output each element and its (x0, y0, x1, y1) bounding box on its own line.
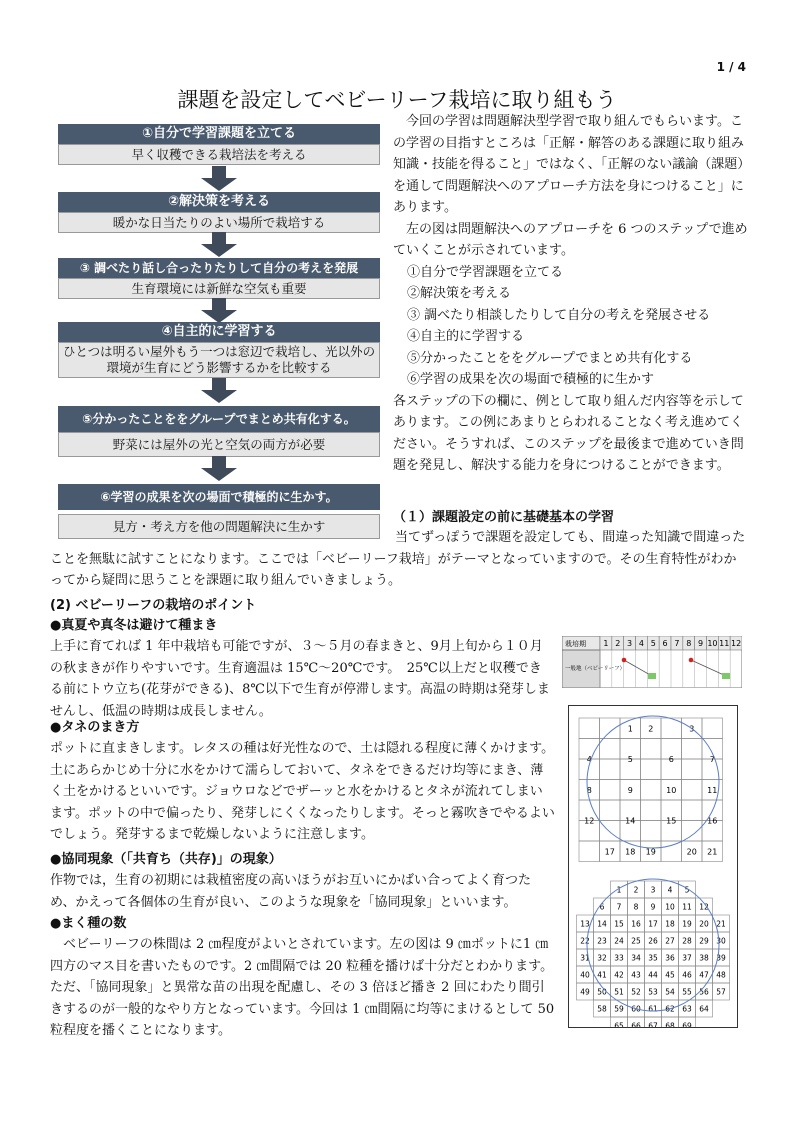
grid-cell (600, 759, 621, 780)
month-label: 4 (638, 639, 644, 648)
autumn-sow-mark (689, 658, 694, 663)
body-paragraph: ポットに直まきします。レタスの種は好光性なので、土は隠れる程度に薄くかけます。土にあらかじめ十分に水をかけて濡らしておいて、タネをできるだけ均等にまき、薄く土をかけるといいです。ジョウロなどでザーッと水をかけるとタネが流れてしまいます。ポットの中で偏ったり、発芽しにくくなったりします。そっと霧吹きでやるよいでしょう。発芽するまで乾燥しないように注意します。 (50, 741, 555, 842)
grid-cell-number: 34 (631, 953, 641, 963)
flow-step-heading: ⑥学習の成果を次の場面で積極的に生かす。 (58, 484, 380, 510)
month-label: 10 (707, 639, 718, 648)
month-label: 3 (627, 639, 633, 648)
grid-cell-number: 37 (682, 953, 692, 963)
month-label: 2 (615, 639, 621, 648)
grid-cell-number: 9 (627, 785, 633, 795)
grid-cell (702, 718, 723, 739)
grid-cell-number: 3 (650, 885, 656, 895)
flow-step-example: ひとつは明るい屋外もう一つは窓辺で栽培し、光以外の環境が生育にどう影響するかを比較する (58, 342, 380, 378)
grid-cell-number: 17 (648, 919, 658, 929)
grid-cell-number: 41 (597, 970, 607, 980)
grid-cell-number: 65 (614, 1021, 624, 1027)
grid-cell-number: 33 (614, 953, 624, 963)
pot-grid-figure (568, 705, 738, 1028)
grid-cell-number: 7 (709, 755, 715, 764)
grid-cell-number: 48 (716, 970, 726, 980)
schedule-row-label: 一般地（ベビーリーフ） (565, 666, 626, 672)
grid-cell-number: 36 (665, 953, 675, 963)
grid-cell-number: 11 (707, 785, 718, 795)
grid-cell-number: 46 (682, 970, 692, 980)
grid-cell-number: 1 (616, 885, 622, 895)
grid-cell-number: 10 (666, 785, 677, 795)
grid-cell-number: 50 (597, 987, 607, 997)
grid-cell-number: 15 (614, 919, 624, 929)
grid-cell-number: 49 (580, 987, 590, 997)
grid-cell-number: 29 (699, 936, 709, 946)
down-arrow-icon (201, 298, 237, 323)
grid-cell-number: 39 (716, 953, 726, 963)
flow-step-5 (58, 406, 380, 457)
grid-cell-number: 6 (599, 902, 605, 912)
month-label: 1 (603, 639, 609, 648)
grid-cell (682, 800, 703, 821)
subsection-heading: ●まく種の数 (50, 916, 127, 931)
grid-cell-number: 43 (631, 970, 641, 980)
grid-cell-number: 20 (686, 847, 697, 857)
grid-cell-number: 6 (668, 755, 674, 764)
grid-cell-number: 21 (707, 847, 718, 857)
grid-cell (579, 841, 600, 862)
grid-cell-number: 20 (699, 919, 709, 929)
grid-cell-number: 27 (665, 936, 675, 946)
down-arrow-icon (201, 378, 237, 403)
grid-cell-number: 31 (580, 953, 590, 963)
grid-cell-number: 1 (627, 724, 633, 734)
grid-cell-number: 63 (682, 1004, 692, 1014)
spring-harvest-mark (648, 673, 656, 679)
flow-step-heading: ①自分で学習課題を立てる (58, 124, 380, 144)
grid-cell-number: 40 (580, 970, 590, 980)
grid-cell-number: 4 (667, 885, 673, 895)
grid-cell-number: 9 (650, 902, 656, 912)
subsection-heading: ●協同現象（「共育ち（共存)」の現象） (50, 852, 282, 867)
flow-step-heading: ②解決策を考える (58, 192, 380, 212)
month-label: 11 (719, 639, 730, 648)
flow-step-2 (58, 192, 380, 233)
grid-cell (641, 739, 662, 760)
grid-cell-number: 44 (648, 970, 658, 980)
flow-step-heading: ④自主的に学習する (58, 322, 380, 342)
grid-cell-number: 61 (648, 1004, 658, 1014)
section-heading: (2) ベビーリーフの栽培のポイント (50, 598, 257, 613)
grid-cell-number: 28 (682, 936, 692, 946)
subsection-heading: ●真夏や真冬は避けて種まき (50, 618, 218, 633)
grid-cell-number: 3 (689, 724, 695, 734)
grid-cell (682, 821, 703, 842)
grid-cell-number: 13 (580, 919, 590, 929)
spring-sow-mark (622, 658, 627, 663)
month-label: 7 (674, 639, 680, 648)
intro-paragraph: 今回の学習は問題解決型学習で取り組んでもらいます。この学習の目指すところは「正解・解答のある課題に取り組み知識・技能を得ること」ではなく、「正解のない議論（課題）を通して問題解決へのアプローチ方法を身につけること」にあります。 (393, 114, 745, 215)
grid-cell-number: 15 (666, 816, 677, 826)
grid-cell-number: 19 (645, 847, 656, 857)
grid-cell (682, 759, 703, 780)
month-label: 6 (662, 639, 668, 648)
grid-cell-number: 11 (682, 902, 692, 912)
flow-step-3 (58, 258, 380, 299)
pot-grid-svg (569, 706, 737, 1027)
grid-top (579, 718, 723, 862)
flow-step-example: 生育環境には新鮮な空気も重要 (58, 278, 380, 299)
grid-cell-number: 2 (633, 885, 639, 895)
list-item: ⑤分かったことををグループでまとめ共有化する (407, 350, 693, 366)
grid-cell-number: 42 (614, 970, 624, 980)
flow-step-1 (58, 124, 380, 165)
grid-cell-number: 58 (597, 1004, 607, 1014)
grid-cell-number: 62 (665, 1004, 675, 1014)
flow-step-example: 早く収穫できる栽培法を考える (58, 144, 380, 165)
grid-cell (600, 718, 621, 739)
grid-cell-number: 18 (665, 919, 675, 929)
grid-cell (682, 739, 703, 760)
body-paragraph: ベビーリーフの株間は 2 ㎝程度がよいとされています。左の図は 9 ㎝ポットに1 ㎝四方のマス目を書いたものです。2 ㎝間隔では 20 粒種を播けば十分だとわかります。ただ、「協同現象」と異常な苗の出現を配慮し、その 3 倍ほど播き 2 回にわたり間引きするのが一般的なやり方となっています。今回は 1 ㎝間隔に均等にまけるとして 50 粒程度を播くことになります。 (50, 937, 555, 1038)
grid-cell (682, 780, 703, 801)
grid-cell (600, 821, 621, 842)
grid-cell-number: 66 (631, 1021, 641, 1027)
grid-cell-number: 14 (625, 816, 636, 826)
grid-cell-number: 57 (716, 987, 726, 997)
grid-cell-number: 67 (648, 1021, 658, 1027)
grid-cell-number: 68 (665, 1021, 675, 1027)
body-paragraph: 当てずっぽうで課題を設定しても、間違った知識で間違ったことを無駄に試すことになります。ここでは「ベビーリーフ栽培」がテーマとなっていますので。その生育特性がわかってから疑問に思うことを課題に取り組んでいきましょう。 (50, 530, 746, 588)
month-label: 8 (686, 639, 692, 648)
subsection-heading: ●タネのまき方 (50, 720, 140, 735)
grid-cell-number: 12 (699, 902, 709, 912)
grid-cell-number: 59 (614, 1004, 624, 1014)
grid-cell-number: 8 (586, 785, 592, 795)
down-arrow-icon (201, 456, 237, 481)
grid-cell-number: 7 (616, 902, 622, 912)
grid-cell-number: 24 (614, 936, 624, 946)
grid-cell-number: 16 (631, 919, 641, 929)
grid-cell-number: 55 (682, 987, 692, 997)
page-title: 課題を設定してベビーリーフ栽培に取り組もう (177, 88, 617, 112)
grid-cell-number: 25 (631, 936, 641, 946)
month-label: 12 (730, 639, 742, 648)
grid-cell-number: 12 (584, 816, 595, 826)
pot-outline-top (587, 716, 719, 848)
grid-cell-number: 16 (707, 816, 718, 826)
autumn-harvest-mark (722, 673, 730, 679)
grid-cell-number: 51 (614, 987, 624, 997)
list-item: ④自主的に学習する (407, 329, 525, 344)
grid-cell (600, 780, 621, 801)
grid-cell-number: 45 (665, 970, 675, 980)
intro-paragraph: 各ステップの下の欄に、例として取り組んだ内容等を示してあります。この例にあまりとらわれることなく考え進めてください。そうすれば、このステップを最後まで進めていき問題を発見し、解決する能力を身につけることができます。 (393, 393, 744, 473)
flow-step-heading: ③ 調べたり話し合ったりたりして自分の考えを発展 (58, 258, 380, 278)
grid-cell-number: 38 (699, 953, 709, 963)
intro-text (393, 111, 749, 477)
grid-cell (579, 718, 600, 739)
grid-cell-number: 54 (665, 987, 675, 997)
flow-step-example: 暖かな日当たりのよい場所で栽培する (58, 212, 380, 233)
grid-cell-number: 47 (699, 970, 709, 980)
grid-cell-number: 2 (648, 724, 654, 734)
grid-cell-number: 17 (604, 847, 615, 857)
grid-cell (661, 841, 682, 862)
grid-cell (641, 780, 662, 801)
grid-cell-number: 52 (631, 987, 641, 997)
intro-paragraph: 左の図は問題解決へのアプローチを 6 つのステップで進めていくことが示されています。 (393, 221, 748, 258)
grid-cell-number: 8 (633, 902, 639, 912)
list-item: ②解決策を考える (407, 286, 512, 301)
section-heading: （１）課題設定の前に基礎基本の学習 (393, 510, 615, 525)
flow-step-4 (58, 322, 380, 378)
down-arrow-icon (201, 166, 237, 191)
grid-cell-number: 60 (631, 1004, 641, 1014)
month-label: 9 (698, 639, 704, 648)
grid-cell-number: 35 (648, 953, 658, 963)
flow-step-heading: ⑤分かったことををグループでまとめ共有化する。 (58, 406, 380, 432)
down-arrow-icon (201, 232, 237, 257)
list-item: ⑥学習の成果を次の場面で積極的に生かす (407, 372, 655, 387)
grid-bottom (577, 881, 730, 1027)
flow-step-example: 野菜には屋外の光と空気の両方が必要 (58, 432, 380, 457)
grid-cell-number: 64 (699, 1004, 709, 1014)
cultivation-schedule-figure (562, 636, 742, 688)
body-paragraph: 上手に育てれば 1 年中栽培も可能ですが、３～５月の春まきと、9月上旬から１０月の秋まきが作りやすいです。生育適温は 15℃～20℃です。 25℃以上だと収穫できる前にトウ立ち(花芽ができる)、8℃以下で生育が停滞します。高温の時期は発芽しませんし、低温の時期は成長しません。 (50, 639, 550, 719)
grid-cell-number: 14 (597, 919, 607, 929)
grid-cell-number: 21 (716, 919, 726, 929)
grid-cell-number: 23 (597, 936, 607, 946)
list-item: ①自分で学習課題を立てる (407, 264, 564, 280)
flow-step-example: 見方・考え方を他の問題解決に生かす (58, 514, 380, 539)
grid-cell-number: 26 (648, 936, 658, 946)
grid-cell (641, 759, 662, 780)
grid-cell-number: 10 (665, 902, 675, 912)
body-paragraph: 作物では，生育の初期には栽植密度の高いほうがお互いにかばい合ってよく育つため、かえって各個体の生育が良い、このような現象を「協同現象」といいます。 (50, 873, 532, 910)
list-item: ③ 調べたり相談したりして自分の考えを発展させる (407, 307, 711, 323)
grid-cell-number: 32 (597, 953, 607, 963)
grid-cell (641, 800, 662, 821)
grid-cell-number: 22 (580, 936, 590, 946)
grid-cell-number: 5 (627, 755, 633, 764)
grid-cell (600, 800, 621, 821)
grid-cell (641, 821, 662, 842)
step-list (393, 262, 749, 391)
grid-cell-number: 53 (648, 987, 658, 997)
grid-cell-number: 18 (625, 847, 636, 857)
grid-cell-number: 5 (684, 885, 690, 895)
grid-cell-number: 30 (716, 936, 726, 946)
grid-cell-number: 56 (699, 987, 709, 997)
schedule-header-label: 栽培期 (565, 640, 586, 648)
grid-cell (600, 739, 621, 760)
grid-cell-number: 19 (682, 919, 692, 929)
grid-cell-number: 69 (682, 1021, 692, 1027)
page-number: 1 / 4 (716, 60, 746, 74)
grid-cell-number: 4 (586, 755, 592, 764)
month-label: 5 (650, 639, 656, 648)
